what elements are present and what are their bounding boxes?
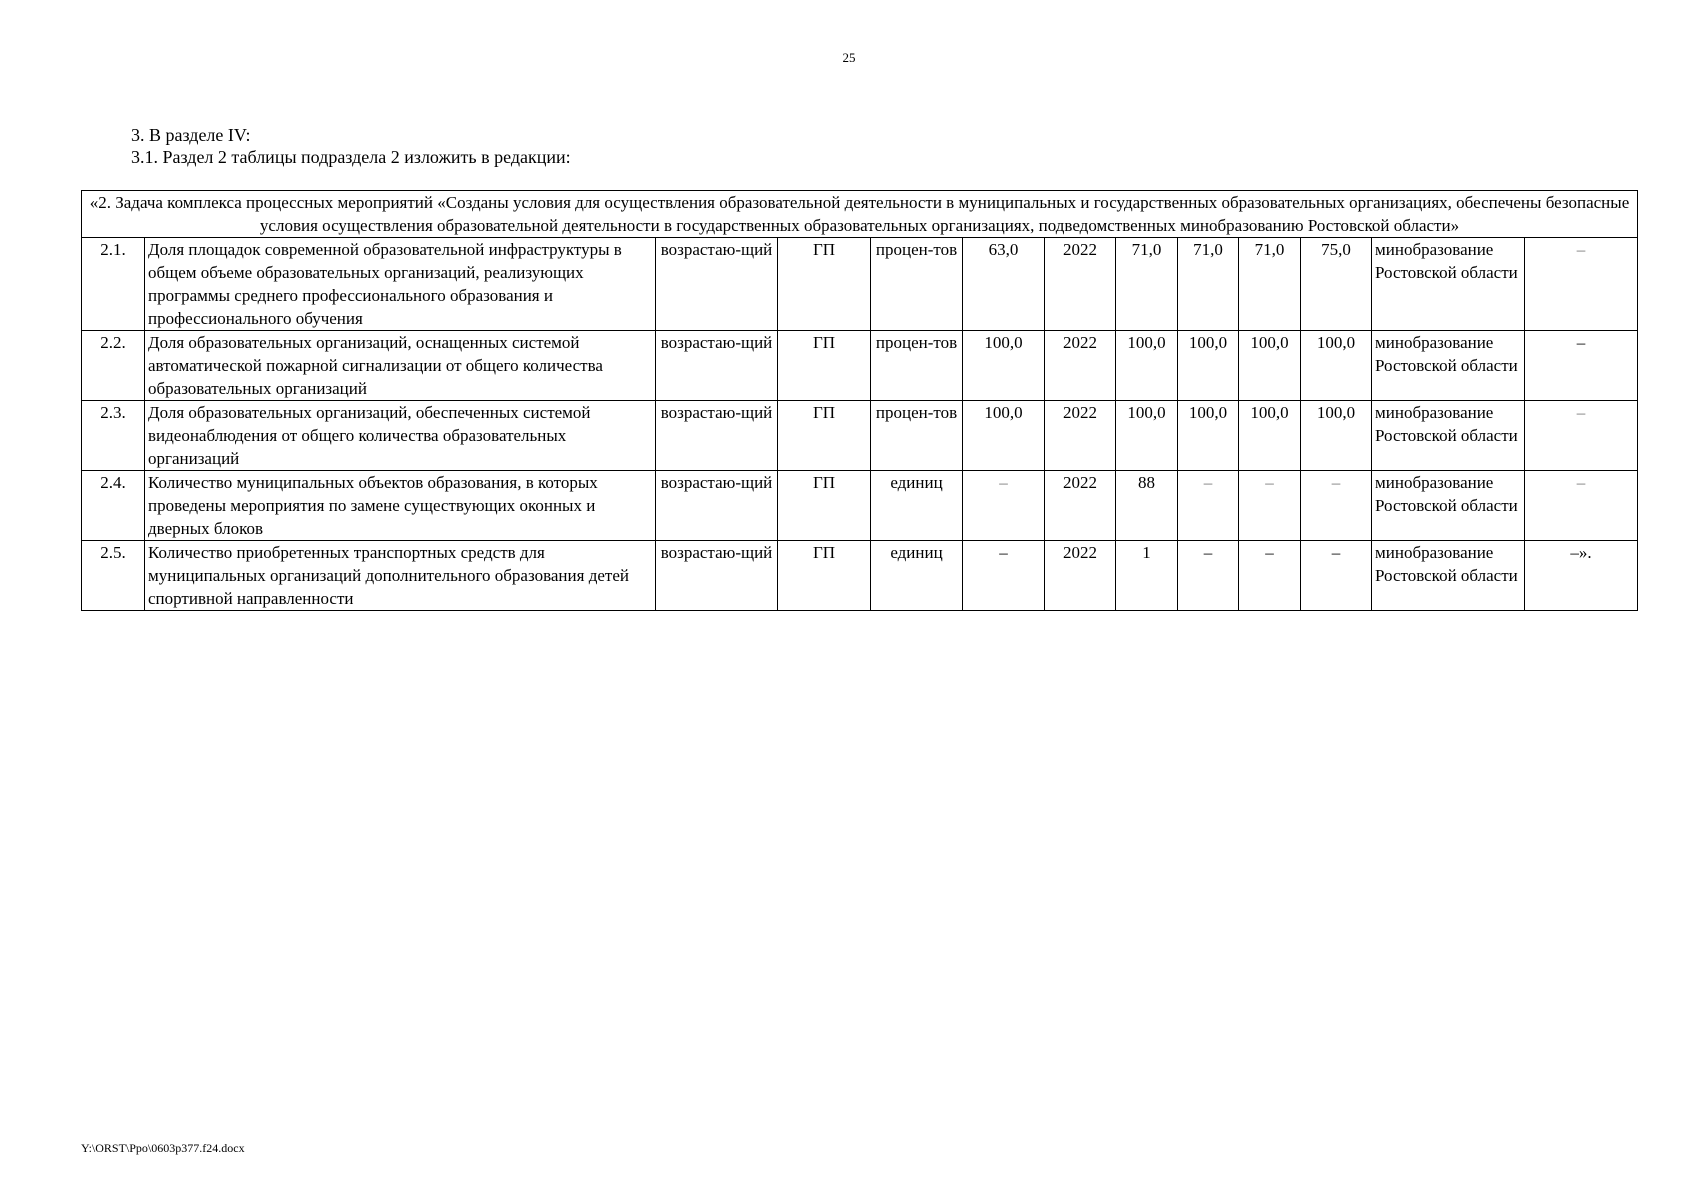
value-cell: 1 — [1116, 541, 1178, 611]
row-number: 2.3. — [82, 401, 145, 471]
table-row — [82, 401, 1638, 471]
value-cell: 71,0 — [1178, 238, 1239, 331]
responsible-cell: минобразование Ростовской области — [1372, 331, 1525, 401]
note-cell: –». — [1525, 541, 1638, 611]
responsible-cell: минобразование Ростовской области — [1372, 541, 1525, 611]
value-cell: 88 — [1116, 471, 1178, 541]
trend-cell: возрастаю-щий — [656, 541, 778, 611]
indicator-name: Количество муниципальных объектов образования, в которых проведены мероприятия по замене существующих оконных и дверных блоков — [145, 471, 656, 541]
row-number: 2.4. — [82, 471, 145, 541]
value-cell: 71,0 — [1116, 238, 1178, 331]
indicator-name: Доля площадок современной образовательной инфраструктуры в общем объеме образовательных организаций, реализующих программы среднего профессионального образования и профессионального обучения — [145, 238, 656, 331]
note-cell: – — [1525, 331, 1638, 401]
indicator-name: Доля образовательных организаций, обеспеченных системой видеонаблюдения от общего количества образовательных организаций — [145, 401, 656, 471]
unit-cell: единиц — [871, 471, 963, 541]
value-cell: – — [1178, 541, 1239, 611]
table-row — [82, 471, 1638, 541]
value-cell: 100,0 — [1301, 401, 1372, 471]
note-cell: – — [1525, 401, 1638, 471]
row-number: 2.2. — [82, 331, 145, 401]
unit-cell: единиц — [871, 541, 963, 611]
unit-cell: процен-тов — [871, 401, 963, 471]
indicator-name: Доля образовательных организаций, оснащенных системой автоматической пожарной сигнализации от общего количества образовательных организаций — [145, 331, 656, 401]
value-cell: 100,0 — [1301, 331, 1372, 401]
table-row — [82, 331, 1638, 401]
base-value-cell: 100,0 — [963, 401, 1045, 471]
value-cell: 75,0 — [1301, 238, 1372, 331]
table-row — [82, 541, 1638, 611]
trend-cell: возрастаю-щий — [656, 331, 778, 401]
level-cell: ГП — [778, 541, 871, 611]
row-number: 2.5. — [82, 541, 145, 611]
page-number: 25 — [842, 50, 856, 65]
value-cell: – — [1301, 541, 1372, 611]
base-value-cell: 100,0 — [963, 331, 1045, 401]
level-cell: ГП — [778, 471, 871, 541]
base-year-cell: 2022 — [1045, 471, 1116, 541]
indicators-table — [81, 190, 1638, 611]
value-cell: 100,0 — [1239, 331, 1301, 401]
table-row — [82, 238, 1638, 331]
base-year-cell: 2022 — [1045, 401, 1116, 471]
intro-text — [131, 124, 571, 168]
intro-line-1: 3. В разделе IV: — [131, 125, 251, 145]
value-cell: – — [1239, 541, 1301, 611]
value-cell: 71,0 — [1239, 238, 1301, 331]
value-cell: – — [1301, 471, 1372, 541]
value-cell: 100,0 — [1116, 331, 1178, 401]
section-header: «2. Задача комплекса процессных мероприятий «Созданы условия для осуществления образовательной деятельности в муниципальных и государственных образовательных организациях, обеспечены безопасные условия осуществления образовательной деятельности в государственных образовательных организациях, подведомственных минобразованию Ростовской области» — [82, 191, 1638, 238]
note-cell: – — [1525, 238, 1638, 331]
unit-cell: процен-тов — [871, 331, 963, 401]
value-cell: – — [1178, 471, 1239, 541]
value-cell: 100,0 — [1178, 401, 1239, 471]
base-year-cell: 2022 — [1045, 541, 1116, 611]
intro-line-2: 3.1. Раздел 2 таблицы подраздела 2 изложить в редакции: — [131, 147, 571, 167]
level-cell: ГП — [778, 238, 871, 331]
base-year-cell: 2022 — [1045, 238, 1116, 331]
value-cell: – — [1239, 471, 1301, 541]
responsible-cell: минобразование Ростовской области — [1372, 401, 1525, 471]
trend-cell: возрастаю-щий — [656, 401, 778, 471]
value-cell: 100,0 — [1116, 401, 1178, 471]
base-value-cell: – — [963, 541, 1045, 611]
value-cell: 100,0 — [1178, 331, 1239, 401]
note-cell: – — [1525, 471, 1638, 541]
table-header-row — [82, 191, 1638, 238]
responsible-cell: минобразование Ростовской области — [1372, 471, 1525, 541]
trend-cell: возрастаю-щий — [656, 238, 778, 331]
row-number: 2.1. — [82, 238, 145, 331]
level-cell: ГП — [778, 331, 871, 401]
value-cell: 100,0 — [1239, 401, 1301, 471]
trend-cell: возрастаю-щий — [656, 471, 778, 541]
base-value-cell: 63,0 — [963, 238, 1045, 331]
file-path: Y:\ORST\Ppo\0603p377.f24.docx — [81, 1141, 245, 1155]
level-cell: ГП — [778, 401, 871, 471]
responsible-cell: минобразование Ростовской области — [1372, 238, 1525, 331]
base-year-cell: 2022 — [1045, 331, 1116, 401]
indicator-name: Количество приобретенных транспортных средств для муниципальных организаций дополнительного образования детей спортивной направленности — [145, 541, 656, 611]
base-value-cell: – — [963, 471, 1045, 541]
unit-cell: процен-тов — [871, 238, 963, 331]
